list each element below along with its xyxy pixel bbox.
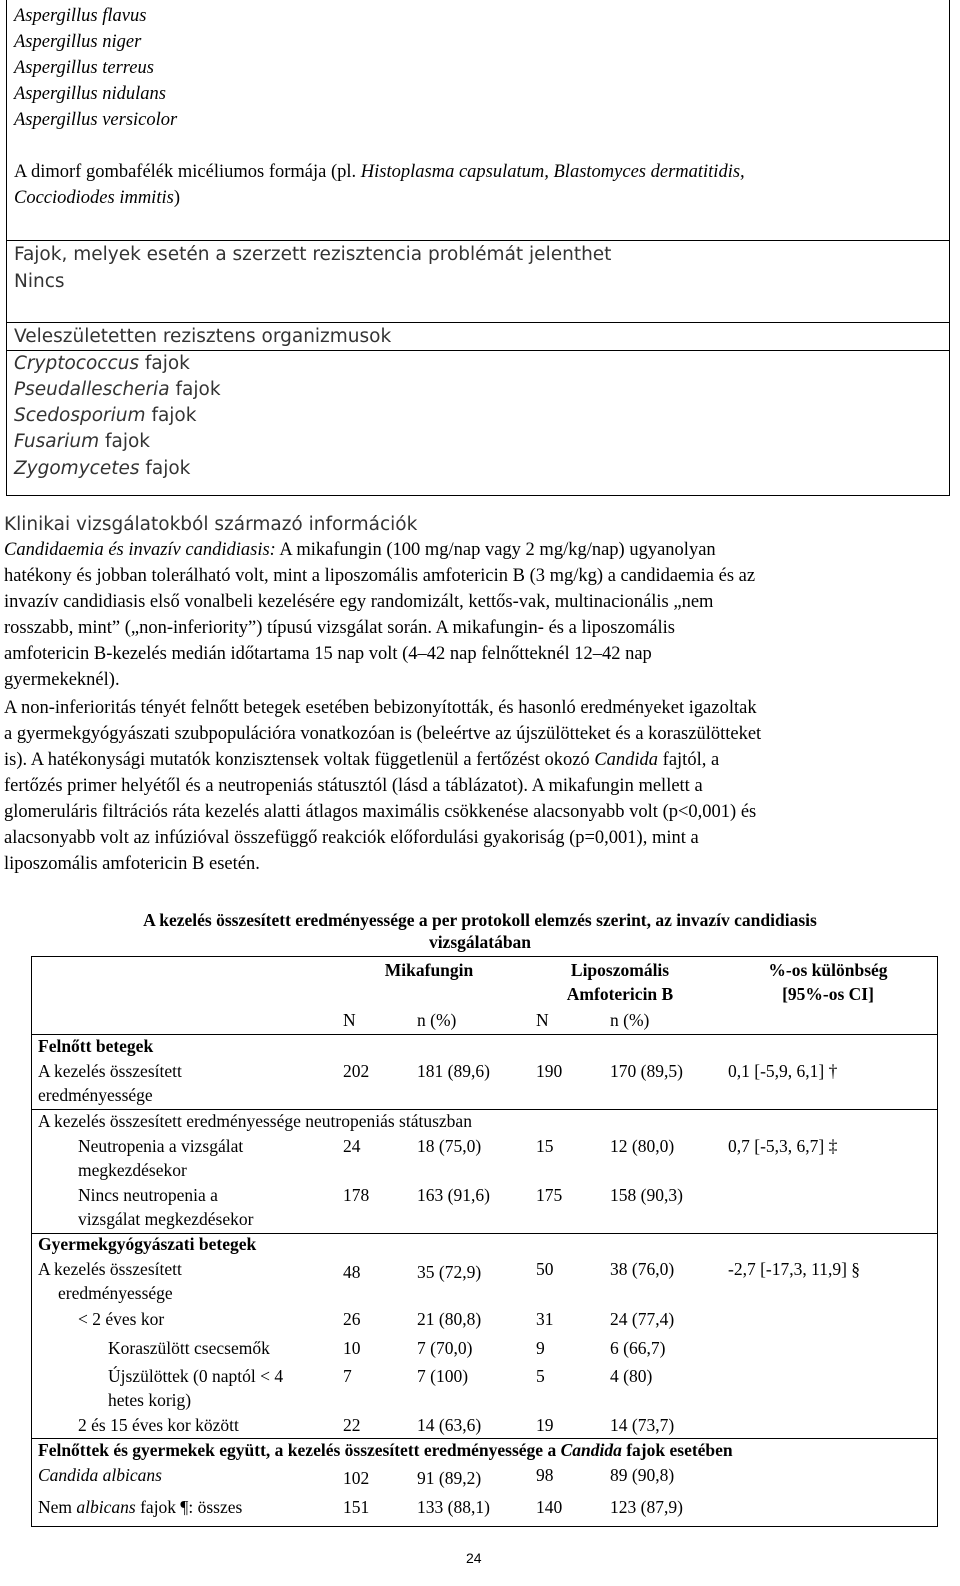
col-header-liposomal: Amfotericin B [566, 984, 674, 1004]
page-number: 24 [466, 1550, 482, 1566]
inherent-item: Cryptococcus fajok [14, 353, 190, 374]
cell-value: 31 [536, 1309, 554, 1329]
clinical-line: gyermekeknél). [4, 670, 120, 690]
cell-value: 18 (75,0) [417, 1136, 482, 1156]
cell-value: 48 [343, 1262, 361, 1282]
clinical-line: alacsonyabb volt az infúzióval összefüggő reakciók előfordulási gyakoriság (p=0,001), mint a [4, 828, 699, 848]
cell-value: 4 (80) [610, 1366, 653, 1386]
row-label: Nem albicans fajok ¶: összes [38, 1497, 243, 1517]
sub-header-npct: n (%) [610, 1010, 650, 1030]
cell-value: 7 [343, 1366, 352, 1386]
cell-value: 6 (66,7) [610, 1338, 666, 1358]
row-label: 2 és 15 éves kor között [78, 1415, 239, 1435]
clinical-line: invazív candidiasis első vonalbeli kezelésére egy randomizált, kettős-vak, multinacionális „nem [4, 592, 714, 612]
cell-value: 12 (80,0) [610, 1136, 675, 1156]
cell-value: 123 (87,9) [610, 1497, 683, 1517]
divider [6, 322, 950, 323]
cell-value: 14 (63,6) [417, 1415, 482, 1435]
divider [6, 350, 950, 351]
inherent-heading: Veleszületetten rezisztens organizmusok [14, 326, 392, 347]
cell-value: -2,7 [-17,3, 11,9] § [728, 1259, 861, 1279]
col-header-mikafungin: Mikafungin [384, 960, 474, 980]
acquired-heading: Fajok, melyek esetén a szerzett rezisztencia problémát jelenthet [14, 244, 612, 265]
row-label: Nincs neutropenia a [78, 1185, 218, 1205]
cell-value: 14 (73,7) [610, 1415, 675, 1435]
clinical-line: fertőzés primer helyétől és a neutropeniás státusztól (lásd a táblázatot). A mikafungin mellett a [4, 776, 703, 796]
cell-value: 7 (100) [417, 1366, 469, 1386]
cell-value: 140 [536, 1497, 563, 1517]
species-item: Aspergillus nidulans [14, 84, 166, 104]
table-rule [31, 1438, 938, 1439]
cell-value: 7 (70,0) [417, 1338, 473, 1358]
cell-value: 15 [536, 1136, 554, 1156]
table-title: vizsgálatában [428, 932, 532, 952]
col-header-difference: %-os különbség [768, 960, 888, 980]
cell-value: 158 (90,3) [610, 1185, 683, 1205]
clinical-heading: Klinikai vizsgálatokból származó információk [4, 514, 418, 535]
row-label: Neutropenia a vizsgálat [78, 1136, 244, 1156]
clinical-line: Candidaemia és invazív candidiasis: A mikafungin (100 mg/nap vagy 2 mg/kg/nap) ugyanolyan [4, 540, 716, 560]
cell-value: 89 (90,8) [610, 1465, 675, 1485]
cell-value: 19 [536, 1415, 554, 1435]
cell-value: 98 [536, 1465, 554, 1485]
clinical-line: a gyermekgyógyászati szubpopulációra vonatkozóan is (beleértve az újszülötteket és a koraszülötteket [4, 724, 762, 744]
acquired-value: Nincs [14, 271, 65, 292]
cell-value: 151 [343, 1497, 370, 1517]
sub-header-n: N [343, 1010, 356, 1030]
table-rule [31, 1034, 938, 1035]
cell-value: 38 (76,0) [610, 1259, 675, 1279]
cell-value: 21 (80,8) [417, 1309, 482, 1329]
section-combined: Felnőttek és gyermekek együtt, a kezelés összesített eredményessége a Candida fajok esetében [38, 1440, 733, 1460]
section-neutropenia: A kezelés összesített eredményessége neutropeniás státuszban [38, 1111, 472, 1131]
species-item: Aspergillus terreus [14, 58, 154, 78]
row-label: A kezelés összesített [38, 1259, 182, 1279]
sub-header-npct: n (%) [417, 1010, 457, 1030]
clinical-line: glomeruláris filtrációs ráta kezelés alatti átlagos maximális csökkenése alacsonyabb volt (p<0,001) és [4, 802, 757, 822]
cell-value: 10 [343, 1338, 361, 1358]
species-item: Aspergillus niger [14, 32, 142, 52]
row-label: vizsgálat megkezdésekor [78, 1209, 254, 1229]
row-label: eredményessége [38, 1085, 153, 1105]
cell-value: 202 [343, 1061, 370, 1081]
cell-value: 163 (91,6) [417, 1185, 490, 1205]
cell-value: 24 (77,4) [610, 1309, 675, 1329]
cell-value: 175 [536, 1185, 563, 1205]
inherent-item: Fusarium fajok [14, 431, 150, 452]
inherent-item: Zygomycetes fajok [14, 458, 191, 479]
dimorph-text: A dimorf gombafélék micéliumos formája (pl. Histoplasma capsulatum, Blastomyces dermatitidis, [14, 162, 745, 182]
section-pediatrics: Gyermekgyógyászati betegek [38, 1234, 257, 1254]
clinical-line: hatékony és jobban tolerálható volt, mint a liposzomális amfotericin B (3 mg/kg) a candidaemia és az [4, 566, 756, 586]
clinical-line: amfotericin B-kezelés medián időtartama 15 nap volt (4–42 nap felnőtteknél 12–42 nap [4, 644, 652, 664]
sub-header-n: N [536, 1010, 549, 1030]
inherent-item: Pseudallescheria fajok [14, 379, 221, 400]
cell-value: 0,1 [-5,9, 6,1] † [728, 1061, 838, 1081]
cell-value: 170 (89,5) [610, 1061, 683, 1081]
cell-value: 178 [343, 1185, 370, 1205]
row-label: hetes korig) [108, 1390, 192, 1410]
cell-value: 190 [536, 1061, 563, 1081]
cell-value: 26 [343, 1309, 361, 1329]
col-header-difference: [95%-os CI] [782, 984, 874, 1004]
clinical-line: rosszabb, mint” („non-inferiority”) típusú vizsgálat során. A mikafungin- és a liposzomális [4, 618, 675, 638]
cell-value: 133 (88,1) [417, 1497, 490, 1517]
row-label: Újszülöttek (0 naptól < 4 [108, 1366, 284, 1386]
dimorph-text: Cocciodiodes immitis) [14, 188, 180, 208]
row-label: megkezdésekor [78, 1160, 187, 1180]
cell-value: 50 [536, 1259, 554, 1279]
clinical-line: is). A hatékonysági mutatók konzisztensek voltak függetlenül a fertőzést okozó Candida fajtól, a [4, 750, 720, 770]
cell-value: 91 (89,2) [417, 1468, 482, 1488]
row-label: < 2 éves kor [78, 1309, 165, 1329]
cell-value: 0,7 [-5,3, 6,7] ‡ [728, 1136, 838, 1156]
species-item: Aspergillus flavus [14, 6, 147, 26]
cell-value: 24 [343, 1136, 361, 1156]
cell-value: 22 [343, 1415, 361, 1435]
cell-value: 5 [536, 1366, 545, 1386]
cell-value: 102 [343, 1468, 370, 1488]
cell-value: 181 (89,6) [417, 1061, 490, 1081]
col-header-liposomal: Liposzomális [570, 960, 670, 980]
cell-value: 9 [536, 1338, 545, 1358]
table-rule [31, 1109, 938, 1110]
clinical-line: liposzomális amfotericin B esetén. [4, 854, 260, 874]
row-label: Koraszülött csecsemők [108, 1338, 270, 1358]
row-label: A kezelés összesített [38, 1061, 182, 1081]
cell-value: 35 (72,9) [417, 1262, 482, 1282]
row-label: eredményessége [58, 1283, 173, 1303]
section-adults: Felnőtt betegek [38, 1036, 154, 1056]
species-item: Aspergillus versicolor [14, 110, 178, 130]
table-title: A kezelés összesített eredményessége a per protokoll elemzés szerint, az invazív candidiasis [143, 910, 817, 930]
inherent-item: Scedosporium fajok [14, 405, 197, 426]
divider [6, 240, 950, 241]
clinical-line: A non-inferioritás tényét felnőtt betegek esetében bebizonyították, és hasonló eredményeket igazoltak [4, 698, 757, 718]
row-label: Candida albicans [38, 1465, 162, 1485]
